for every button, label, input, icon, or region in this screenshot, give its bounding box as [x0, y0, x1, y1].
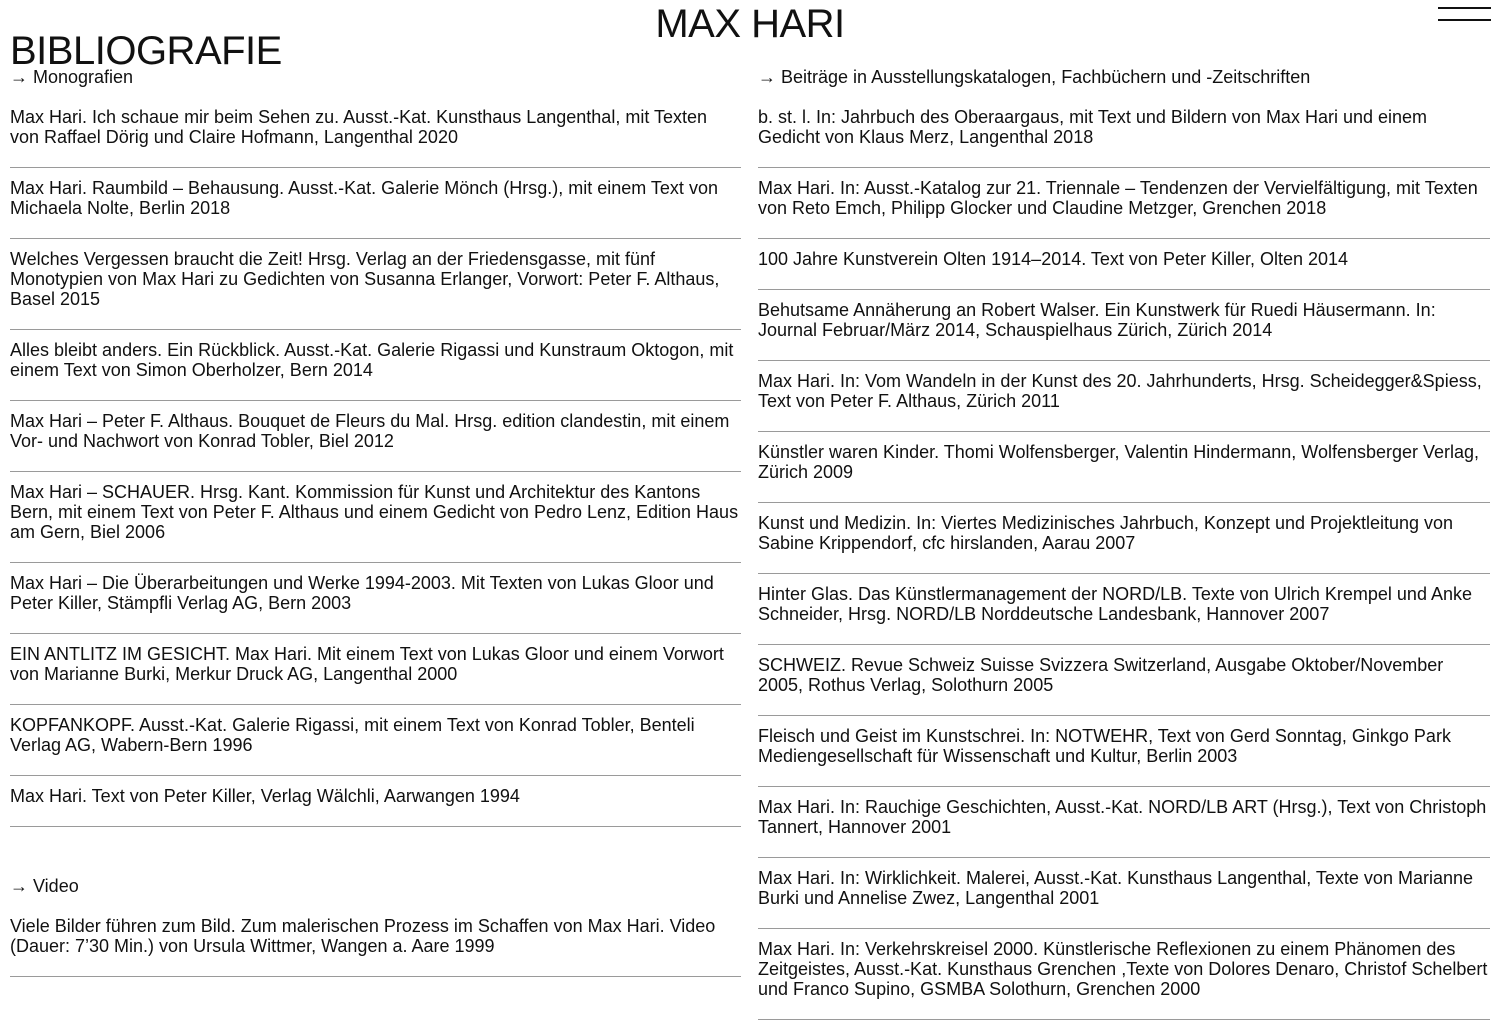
- site-title[interactable]: MAX HARI: [655, 2, 845, 46]
- bibliography-entry: Max Hari. In: Rauchige Geschichten, Ausst.-Kat. NORD/LB ART (Hrsg.), Text von Christoph Tannert, Hannover 2001: [758, 797, 1490, 858]
- bibliography-entry: Max Hari. Raumbild – Behausung. Ausst.-Kat. Galerie Mönch (Hrsg.), mit einem Text von Michaela Nolte, Berlin 2018: [10, 178, 741, 239]
- bibliography-entry: Kunst und Medizin. In: Viertes Medizinisches Jahrbuch, Konzept und Projektleitung von Sabine Krippendorf, cfc hirslanden, Aarau 2007: [758, 513, 1490, 574]
- bibliography-entry: Viele Bilder führen zum Bild. Zum malerischen Prozess im Schaffen von Max Hari. Video (Dauer: 7’30 Min.) von Ursula Wittmer, Wangen a. Aare 1999: [10, 916, 741, 977]
- bibliography-entry: Max Hari – Peter F. Althaus. Bouquet de Fleurs du Mal. Hrsg. edition clandestin, mit einem Vor- und Nachwort von Konrad Tobler, Biel 2012: [10, 411, 741, 472]
- page-title: BIBLIOGRAFIE: [10, 28, 282, 73]
- bibliography-entry: Welches Vergessen braucht die Zeit! Hrsg. Verlag an der Friedensgasse, mit fünf Monotypien von Max Hari zu Gedichten von Susanna Erlanger, Vorwort: Peter F. Althaus, Basel 2015: [10, 249, 741, 330]
- bibliography-entry: Max Hari – Die Überarbeitungen und Werke 1994-2003. Mit Texten von Lukas Gloor und Peter Killer, Stämpfli Verlag AG, Bern 2003: [10, 573, 741, 634]
- right-column: [758, 67, 1490, 1030]
- menu-bar-top: [1438, 7, 1491, 9]
- bibliography-entry: KOPFANKOPF. Ausst.-Kat. Galerie Rigassi, mit einem Text von Konrad Tobler, Benteli Verlag AG, Wabern-Bern 1996: [10, 715, 741, 776]
- bibliography-entry: Fleisch und Geist im Kunstschrei. In: NOTWEHR, Text von Gerd Sonntag, Ginkgo Park Mediengesellschaft für Wissenschaft und Kultur, Berlin 2003: [758, 726, 1490, 787]
- section-heading-monografien: → Monografien: [10, 67, 134, 87]
- bibliography-entry: 100 Jahre Kunstverein Olten 1914–2014. Text von Peter Killer, Olten 2014: [758, 249, 1490, 290]
- bibliography-entry: b. st. l. In: Jahrbuch des Oberaargaus, mit Text und Bildern von Max Hari und einem Gedicht von Klaus Merz, Langenthal 2018: [758, 107, 1490, 168]
- bibliography-entry: Behutsame Annäherung an Robert Walser. Ein Kunstwerk für Ruedi Häusermann. In: Journal Februar/März 2014, Schauspielhaus Zürich, Zürich 2014: [758, 300, 1490, 361]
- menu-bar-bottom: [1438, 19, 1491, 21]
- section-spacer: [10, 837, 741, 876]
- bibliography-entry: EIN ANTLITZ IM GESICHT. Max Hari. Mit einem Text von Lukas Gloor und einem Vorwort von Marianne Burki, Merkur Druck AG, Langenthal 2000: [10, 644, 741, 705]
- bibliography-entry: Max Hari. In: Ausst.-Katalog zur 21. Triennale – Tendenzen der Vervielfältigung, mit Texten von Reto Emch, Philipp Glocker und Claudine Metzger, Grenchen 2018: [758, 178, 1490, 239]
- bibliography-entry: SCHWEIZ. Revue Schweiz Suisse Svizzera Switzerland, Ausgabe Oktober/November 2005, Rothus Verlag, Solothurn 2005: [758, 655, 1490, 716]
- section-heading-video: → Video: [10, 876, 79, 896]
- bibliography-entry: Alles bleibt anders. Ein Rückblick. Ausst.-Kat. Galerie Rigassi und Kunstraum Oktogon, mit einem Text von Simon Oberholzer, Bern 2014: [10, 340, 741, 401]
- bibliography-entry: Künstler waren Kinder. Thomi Wolfensberger, Valentin Hindermann, Wolfensberger Verlag, Zürich 2009: [758, 442, 1490, 503]
- bibliography-entry: Max Hari. In: Verkehrskreisel 2000. Künstlerische Reflexionen zu einem Phänomen des Zeitgeistes, Ausst.-Kat. Kunsthaus Grenchen ,Texte von Dolores Denaro, Christof Schelbert und Franco Supino, GSMBA Solothurn, Grenchen 2000: [758, 939, 1490, 1020]
- bibliography-entry: Max Hari. In: Wirklichkeit. Malerei, Ausst.-Kat. Kunsthaus Langenthal, Texte von Marianne Burki und Annelise Zwez, Langenthal 2001: [758, 868, 1490, 929]
- hamburger-menu-icon[interactable]: [1438, 7, 1491, 21]
- bibliography-entry: Hinter Glas. Das Künstlermanagement der NORD/LB. Texte von Ulrich Krempel und Anke Schneider, Hrsg. NORD/LB Norddeutsche Landesbank, Hannover 2007: [758, 584, 1490, 645]
- bibliography-entry: Max Hari. Text von Peter Killer, Verlag Wälchli, Aarwangen 1994: [10, 786, 741, 827]
- bibliography-entry: Max Hari. Ich schaue mir beim Sehen zu. Ausst.-Kat. Kunsthaus Langenthal, mit Texten von Raffael Dörig und Claire Hofmann, Langenthal 2020: [10, 107, 741, 168]
- bibliography-entry: Max Hari. In: Vom Wandeln in der Kunst des 20. Jahrhunderts, Hrsg. Scheidegger&Spiess, Text von Peter F. Althaus, Zürich 2011: [758, 371, 1490, 432]
- left-column: [10, 67, 741, 987]
- bibliography-entry: Max Hari – SCHAUER. Hrsg. Kant. Kommission für Kunst und Architektur des Kantons Bern, mit einem Text von Peter F. Althaus und einem Gedicht von Pedro Lenz, Edition Haus am Gern, Biel 2006: [10, 482, 741, 563]
- section-heading-beitraege: → Beiträge in Ausstellungskatalogen, Fachbüchern und -Zeitschriften: [758, 67, 1311, 87]
